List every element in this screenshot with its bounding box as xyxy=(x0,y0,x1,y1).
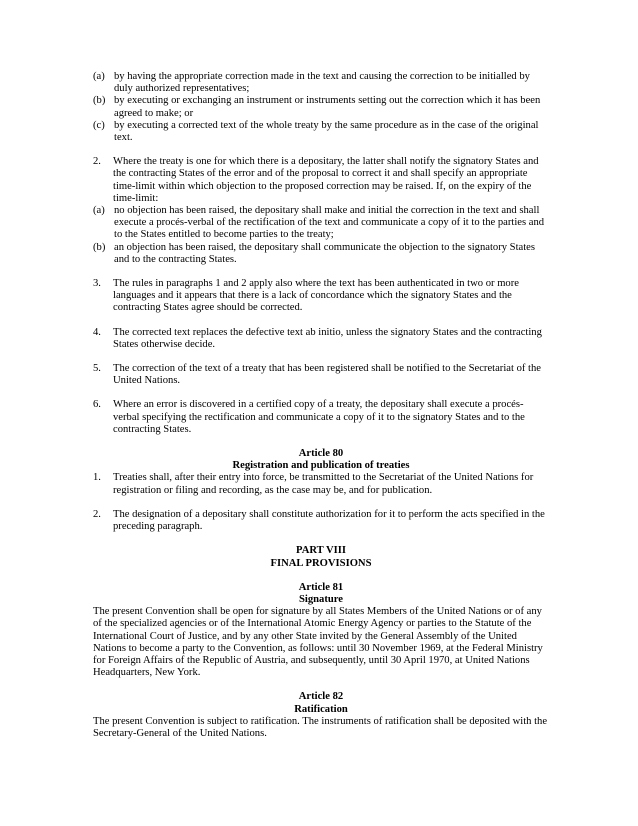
item-label: (a) xyxy=(93,71,105,82)
list-item-c xyxy=(93,120,549,144)
paragraph-text: The designation of a depositary shall constitute authorization for it to perform the acts specified in the preceding paragraph. xyxy=(113,508,545,533)
paragraph-number: 1. xyxy=(93,472,101,484)
paragraph-text: The rules in paragraphs 1 and 2 apply also where the text has been authenticated in two or more languages and it appears that there is a lack of concordance which the signatory States and the contracting States agree should be corrected. xyxy=(113,278,519,314)
article-81-subtitle: Signature xyxy=(299,593,343,605)
paragraph-2-item-a xyxy=(93,205,549,242)
article-81-title: Article 81 xyxy=(298,581,344,593)
paragraph-number: 3. xyxy=(93,278,101,290)
article-80-title: Article 80 xyxy=(298,448,344,460)
paragraph-4 xyxy=(93,327,549,351)
paragraph-3 xyxy=(93,278,549,315)
paragraph-number: 4. xyxy=(93,326,101,338)
part-8-title: PART VIII xyxy=(296,545,346,557)
item-label: (b) xyxy=(93,95,106,107)
paragraph-number: 2. xyxy=(93,156,101,168)
item-label: (c) xyxy=(93,119,105,131)
list-item-a xyxy=(93,71,549,95)
article-80-paragraph-2 xyxy=(93,509,549,533)
paragraph-text: The corrected text replaces the defective text ab initio, unless the signatory States and the contracting States otherwise decide. xyxy=(113,326,542,350)
item-label: (b) xyxy=(93,241,106,253)
item-text: by having the appropriate correction made in the text and causing the correction to be initialled by duly authorized representatives; xyxy=(114,71,530,95)
paragraph-5 xyxy=(93,363,549,387)
item-label: (a) xyxy=(93,205,105,217)
list-item-b xyxy=(93,95,549,119)
paragraph-number: 6. xyxy=(93,399,101,411)
paragraph-text: Treaties shall, after their entry into force, be transmitted to the Secretariat of the United Nations for registration or filing and recording, as the case may be, and for publication. xyxy=(113,472,534,496)
part-8-subtitle: FINAL PROVISIONS xyxy=(270,557,372,569)
paragraph-text: Where the treaty is one for which there is a depositary, the latter shall notify the signatory States and the contracting States of the error and of the proposal to correct it and shall specify an appropriate time-limit within which objection to the proposed correction may be raised. If, on the expiry of the time-limit: xyxy=(113,156,539,204)
item-text: an objection has been raised, the depositary shall communicate the objection to the signatory States and to the contracting States. xyxy=(114,241,535,265)
paragraph-2 xyxy=(93,156,549,205)
paragraph-number: 5. xyxy=(93,363,101,375)
article-82-subtitle: Ratification xyxy=(294,703,348,715)
item-text: no objection has been raised, the depositary shall make and initial the correction in the text and shall execute a procés-verbal of the rectification of the text and communicate a copy of it to the parties and to the States entitled to become parties to the treaty; xyxy=(114,205,545,241)
paragraph-number: 2. xyxy=(93,508,101,520)
article-80-subtitle: Registration and publication of treaties xyxy=(232,460,410,472)
item-text: by executing a corrected text of the whole treaty by the same procedure as in the case of the original text. xyxy=(114,119,539,144)
paragraph-text: The correction of the text of a treaty that has been registered shall be notified to the Secretariat of the United Nations. xyxy=(113,363,541,387)
article-82-title: Article 82 xyxy=(298,691,344,703)
article-81-text: The present Convention shall be open for signature by all States Members of the United Nations or of any of the specialized agencies or of the International Atomic Energy Agency or parties to the Statute of the International Court of Justice, and by any other State invited by the General Assembly of the United Nations to become a party to the Convention, as follows: until 30 November 1969, at the Federal Ministry for Foreign Affairs of the Republic of Austria, and subsequently, until 30 April 1970, at United Nations Headquarters, New York. xyxy=(93,606,543,679)
article-82-text: The present Convention is subject to ratification. The instruments of ratification shall be deposited with the Secretary-General of the United Nations. xyxy=(93,715,548,739)
article-80-paragraph-1 xyxy=(93,472,549,496)
document-page xyxy=(93,71,549,740)
paragraph-6 xyxy=(93,399,549,436)
paragraph-2-item-b xyxy=(93,242,549,266)
paragraph-text: Where an error is discovered in a certified copy of a treaty, the depositary shall execute a procés-verbal specifying the rectification and communicate a copy of it to the signatory States and to the contracting States. xyxy=(113,399,525,435)
item-text: by executing or exchanging an instrument or instruments setting out the correction which it has been agreed to make; or xyxy=(114,95,541,119)
